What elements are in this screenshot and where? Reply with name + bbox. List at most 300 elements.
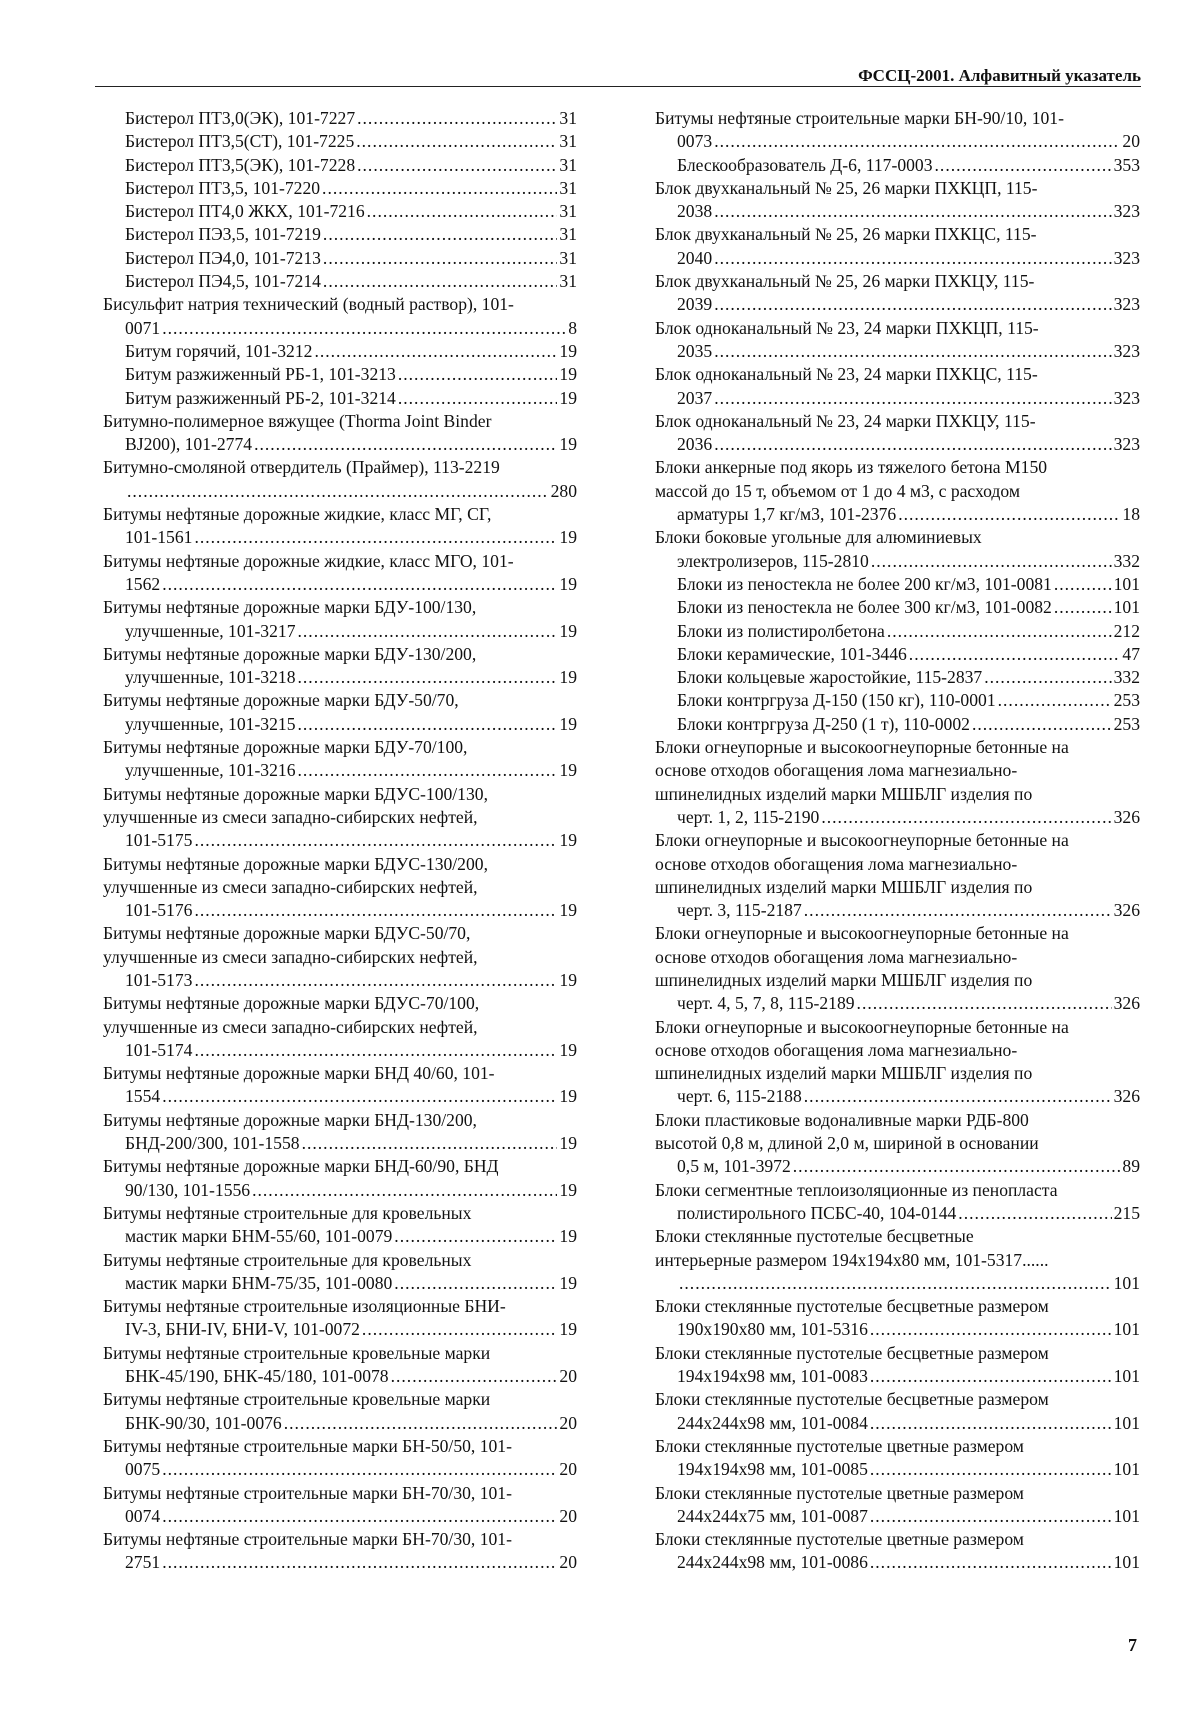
index-entry	[103, 736, 577, 783]
index-page-ref: 323	[1113, 201, 1140, 222]
index-entry-line	[677, 1272, 1140, 1295]
dot-leader	[804, 899, 1112, 922]
index-entry-text: улучшенные из смеси западно-сибирских нефтей,	[103, 876, 478, 897]
index-entry	[655, 456, 1140, 526]
dot-leader	[284, 1412, 558, 1435]
index-entry-text: основе отходов обогащения лома магнезиально-	[655, 760, 1018, 781]
index-page-ref: 31	[559, 108, 577, 128]
index-entry	[103, 200, 577, 223]
index-entry	[655, 1179, 1140, 1226]
index-entry-text: Блескообразователь Д-6, 117-0003	[677, 154, 933, 175]
index-entry-line	[677, 596, 1140, 619]
index-entry-line	[125, 1458, 577, 1481]
index-entry-line	[125, 177, 577, 200]
index-entry-text: 1562	[125, 573, 161, 594]
index-page-ref: 101	[1113, 1505, 1140, 1526]
index-entry-line	[677, 340, 1140, 363]
dot-leader	[398, 387, 558, 410]
dot-leader	[679, 1272, 1112, 1295]
index-entry	[655, 1342, 1140, 1389]
index-entry-line	[677, 992, 1140, 1015]
dot-leader	[714, 247, 1111, 270]
index-entry-text: Битумы нефтяные строительные марки БН-50/50, 101-	[103, 1435, 512, 1456]
page-header	[95, 60, 1141, 87]
index-page-ref: 101	[1113, 1319, 1140, 1340]
index-entry-line	[125, 829, 577, 852]
index-entry-line	[125, 899, 577, 922]
index-entry-line	[677, 130, 1140, 153]
index-entry-text: 244x244x75 мм, 101-0087	[677, 1505, 868, 1526]
dot-leader	[127, 480, 549, 503]
index-page-ref: 31	[559, 177, 577, 198]
index-entry	[655, 1225, 1140, 1295]
index-page-ref: 31	[559, 271, 577, 292]
index-entry-text: Бисульфит натрия технический (водный раствор), 101-	[103, 294, 514, 315]
index-entry-text: Блоки огнеупорные и высокоогнеупорные бетонные на	[655, 1016, 1069, 1037]
index-entry-text: 2040	[677, 247, 713, 268]
index-page-ref: 47	[1122, 643, 1140, 664]
index-entry-text: 244x244x98 мм, 101-0084	[677, 1412, 868, 1433]
index-page-ref: 19	[559, 1179, 577, 1200]
index-entry-text: шпинелидных изделий марки МШБЛГ изделия по	[655, 969, 1033, 990]
index-entry-text: Битумы нефтяные дорожные марки БДУ-130/200,	[103, 643, 477, 664]
index-entry-text: улучшенные, 101-3218	[125, 667, 296, 688]
index-entry-text: Бистерол ПТ3,5, 101-7220	[125, 177, 321, 198]
index-entry-line	[125, 1318, 577, 1341]
index-entry-line	[677, 1202, 1140, 1225]
dot-leader	[821, 806, 1111, 829]
index-page-ref: 19	[559, 1319, 577, 1340]
index-page-ref: 332	[1113, 550, 1140, 571]
index-entry-line	[125, 270, 577, 293]
index-entry-text: Блоки из полистиролбетона	[677, 620, 885, 641]
dot-leader	[162, 1085, 557, 1108]
dot-leader	[391, 1365, 558, 1388]
index-entry	[103, 270, 577, 293]
index-page-ref: 253	[1113, 690, 1140, 711]
dot-leader	[356, 130, 557, 153]
index-entry-line	[125, 573, 577, 596]
index-entry	[103, 1109, 577, 1156]
index-entry	[103, 1295, 577, 1342]
index-entry	[655, 596, 1140, 619]
dot-leader	[314, 340, 557, 363]
index-entry	[103, 1062, 577, 1109]
index-entry	[103, 783, 577, 853]
index-entry-text: полистирольного ПСБС-40, 104-0144	[677, 1202, 957, 1223]
index-entry-text: Битумы нефтяные строительные изоляционные БНИ-	[103, 1296, 506, 1317]
index-page-ref: 19	[559, 830, 577, 851]
index-entry-text: Блоки стеклянные пустотелые бесцветные размером	[655, 1389, 1049, 1410]
index-entry-line	[125, 1085, 577, 1108]
dot-leader	[357, 107, 557, 130]
index-entry-line	[125, 363, 577, 386]
index-entry	[655, 107, 1140, 154]
index-entry-text: арматуры 1,7 кг/м3, 101-2376	[677, 504, 897, 525]
dot-leader	[1054, 596, 1112, 619]
index-page-ref: 326	[1113, 900, 1140, 921]
index-entry-text: шпинелидных изделий марки МШБЛГ изделия по	[655, 876, 1033, 897]
index-entry	[103, 1155, 577, 1202]
index-entry-line	[125, 200, 577, 223]
index-entry-text: 194x194x98 мм, 101-0083	[677, 1366, 868, 1387]
index-page-ref: 323	[1113, 247, 1140, 268]
index-entry-text: 101-1561	[125, 527, 193, 548]
index-page-ref: 19	[559, 900, 577, 921]
index-entry-text: черт. 4, 5, 7, 8, 115-2189	[677, 993, 855, 1014]
index-entry-text: Блоки из пеностекла не более 200 кг/м3, 101-0081	[677, 573, 1052, 594]
index-page-ref: 31	[559, 131, 577, 152]
index-entry	[103, 1482, 577, 1529]
index-page-ref: 19	[559, 667, 577, 688]
index-page-ref: 31	[559, 224, 577, 245]
index-entry	[655, 317, 1140, 364]
index-page-ref: 20	[1122, 131, 1140, 152]
index-page-ref: 20	[559, 1412, 577, 1433]
index-entry	[655, 1435, 1140, 1482]
dot-leader	[958, 1202, 1111, 1225]
dot-leader	[857, 992, 1112, 1015]
index-entry-text: Битумы нефтяные дорожные марки БНД 40/60, 101-	[103, 1063, 495, 1084]
dot-leader	[714, 433, 1111, 456]
index-entry-text: Битумы нефтяные строительные кровельные марки	[103, 1389, 491, 1410]
index-entry-line	[677, 387, 1140, 410]
index-page-ref: 18	[1122, 504, 1140, 525]
index-entry-text: Битумы нефтяные строительные марки БН-70/30, 101-	[103, 1529, 512, 1550]
index-entry-text: Блок одноканальный № 23, 24 марки ПХКЦП, 115-	[655, 317, 1039, 338]
index-entry-text: 0075	[125, 1459, 161, 1480]
dot-leader	[935, 154, 1112, 177]
index-entry-line	[125, 340, 577, 363]
index-page-ref: 19	[559, 527, 577, 548]
index-entry-text: Блоки стеклянные пустотелые цветные размером	[655, 1482, 1024, 1503]
index-entry	[103, 456, 577, 503]
index-entry-text: БНК-45/190, БНК-45/180, 101-0078	[125, 1366, 389, 1387]
index-page-ref: 101	[1113, 1366, 1140, 1387]
index-entry-text: 2035	[677, 340, 713, 361]
dot-leader	[162, 1458, 557, 1481]
index-entry-line	[677, 1318, 1140, 1341]
dot-leader	[298, 666, 558, 689]
index-entry	[103, 154, 577, 177]
index-entry-line	[677, 293, 1140, 316]
index-entry	[655, 223, 1140, 270]
index-entry-text: Битумы нефтяные дорожные марки БДУС-70/100,	[103, 993, 480, 1014]
index-page-ref: 19	[559, 340, 577, 361]
index-page-ref: 323	[1113, 294, 1140, 315]
index-entry-text: БНД-200/300, 101-1558	[125, 1133, 300, 1154]
index-entry-text: Блок двухканальный № 25, 26 марки ПХКЦП, 115-	[655, 177, 1038, 198]
index-entry-text: Битумы нефтяные дорожные марки БДУ-50/70,	[103, 690, 459, 711]
index-entry-line	[677, 1085, 1140, 1108]
index-entry	[103, 596, 577, 643]
index-column-right	[655, 107, 1140, 1575]
index-entry-line	[125, 1272, 577, 1295]
index-entry-line	[677, 1505, 1140, 1528]
index-entry-text: улучшенные, 101-3217	[125, 620, 296, 641]
index-page-ref: 19	[559, 620, 577, 641]
index-entry-line	[677, 899, 1140, 922]
index-entry-text: 101-5173	[125, 969, 193, 990]
dot-leader	[909, 643, 1121, 666]
index-page-ref: 20	[559, 1366, 577, 1387]
dot-leader	[252, 1179, 557, 1202]
index-entry	[103, 853, 577, 923]
index-page-ref: 101	[1113, 1459, 1140, 1480]
index-page-ref: 19	[559, 713, 577, 734]
index-page-ref: 20	[559, 1552, 577, 1573]
index-entry-line	[677, 550, 1140, 573]
index-entry	[103, 410, 577, 457]
index-entry-text: Битумы нефтяные дорожные жидкие, класс МГ, СГ,	[103, 504, 492, 525]
dot-leader	[870, 1412, 1112, 1435]
index-entry-text: Блоки сегментные теплоизоляционные из пенопласта	[655, 1179, 1058, 1200]
index-entry	[103, 1388, 577, 1435]
index-entry	[103, 293, 577, 340]
index-entry	[103, 247, 577, 270]
index-page-ref: 280	[550, 480, 577, 501]
dot-leader	[804, 1085, 1112, 1108]
index-entry-text: Бистерол ПТ4,0 ЖКХ, 101-7216	[125, 201, 365, 222]
dot-leader	[162, 1505, 557, 1528]
dot-leader	[972, 713, 1112, 736]
index-entry-text: высотой 0,8 м, длиной 2,0 м, шириной в основании	[655, 1133, 1039, 1154]
index-entry-line	[677, 573, 1140, 596]
index-page-ref: 19	[559, 1133, 577, 1154]
index-page-ref: 323	[1113, 387, 1140, 408]
index-entry-text: черт. 3, 115-2187	[677, 900, 802, 921]
index-entry-line	[125, 969, 577, 992]
index-entry-text: Бистерол ПЭ3,5, 101-7219	[125, 224, 321, 245]
index-entry-text: 0,5 м, 101-3972	[677, 1156, 791, 1177]
dot-leader	[162, 317, 566, 340]
index-entry-text: Битумы нефтяные дорожные марки БДУС-130/200,	[103, 853, 488, 874]
index-entry-text: 0073	[677, 131, 713, 152]
index-page-ref: 8	[568, 317, 577, 338]
index-entry	[103, 387, 577, 410]
index-entry	[103, 177, 577, 200]
index-entry-line	[677, 666, 1140, 689]
index-entry-text: Блоки боковые угольные для алюминиевых	[655, 527, 982, 548]
index-entry-text: Битумы нефтяные дорожные марки БНД-130/200,	[103, 1109, 477, 1130]
index-entry-line	[125, 154, 577, 177]
page-number: 7	[1128, 1635, 1137, 1655]
index-entry-line	[677, 1412, 1140, 1435]
index-entry-text: улучшенные из смеси западно-сибирских нефтей,	[103, 806, 478, 827]
dot-leader	[398, 363, 558, 386]
index-page-ref: 212	[1113, 620, 1140, 641]
index-entry-line	[677, 1551, 1140, 1574]
index-entry	[103, 1342, 577, 1389]
index-entry-text: Блоки стеклянные пустотелые бесцветные	[655, 1226, 974, 1247]
index-entry	[655, 922, 1140, 1015]
index-entry-text: Битумы нефтяные строительные кровельные марки	[103, 1342, 491, 1363]
index-page-ref: 253	[1113, 713, 1140, 734]
index-entry-line	[125, 247, 577, 270]
index-page-ref: 215	[1113, 1202, 1140, 1223]
index-entry	[103, 503, 577, 550]
index-entry-line	[125, 526, 577, 549]
index-entry-text: массой до 15 т, объемом от 1 до 4 м3, с расходом	[655, 480, 1020, 501]
index-entry-text: Битумы нефтяные строительные для кровельных	[103, 1202, 472, 1223]
index-page-ref: 323	[1113, 434, 1140, 455]
dot-leader	[367, 200, 558, 223]
index-entry-line	[677, 247, 1140, 270]
index-entry-line	[125, 1505, 577, 1528]
dot-leader	[394, 1272, 557, 1295]
index-page-ref: 20	[559, 1459, 577, 1480]
index-entry	[103, 107, 577, 130]
index-entry-line	[125, 1179, 577, 1202]
dot-leader	[362, 1318, 557, 1341]
dot-leader	[162, 1551, 557, 1574]
index-entry-text: 2039	[677, 294, 713, 315]
dot-leader	[194, 526, 557, 549]
index-entry-line	[125, 1551, 577, 1574]
index-column-left	[103, 107, 577, 1575]
index-entry-text: Блоки анкерные под якорь из тяжелого бетона М150	[655, 457, 1048, 478]
index-entry-line	[677, 620, 1140, 643]
index-page-ref: 101	[1113, 573, 1140, 594]
index-entry-text: Блоки контргруза Д-250 (1 т), 110-0002	[677, 713, 970, 734]
index-entry-text: Битумы нефтяные строительные марки БН-90/10, 101-	[655, 108, 1064, 128]
dot-leader	[870, 1551, 1112, 1574]
index-entry-text: Блок одноканальный № 23, 24 марки ПХКЦС, 115-	[655, 364, 1038, 385]
index-entry-text: 194x194x98 мм, 101-0085	[677, 1459, 868, 1480]
index-entry	[103, 1249, 577, 1296]
index-entry	[655, 1016, 1140, 1109]
index-entry	[655, 363, 1140, 410]
index-entry-line	[677, 1458, 1140, 1481]
index-entry	[655, 643, 1140, 666]
index-entry-text: улучшенные из смеси западно-сибирских нефтей,	[103, 946, 478, 967]
dot-leader	[714, 387, 1111, 410]
index-page-ref: 19	[559, 387, 577, 408]
index-entry	[103, 643, 577, 690]
index-entry-text: черт. 1, 2, 115-2190	[677, 806, 820, 827]
dot-leader	[254, 433, 557, 456]
index-entry-text: основе отходов обогащения лома магнезиально-	[655, 1039, 1018, 1060]
index-entry-line	[125, 130, 577, 153]
index-page-ref: 31	[559, 154, 577, 175]
index-entry-text: Битум разжиженный РБ-2, 101-3214	[125, 387, 396, 408]
index-entry-text: 101-5174	[125, 1039, 193, 1060]
index-entry-text: Битум разжиженный РБ-1, 101-3213	[125, 364, 396, 385]
index-page-ref: 31	[559, 247, 577, 268]
index-entry	[103, 1202, 577, 1249]
index-entry-line	[677, 689, 1140, 712]
index-page-ref: 323	[1113, 340, 1140, 361]
index-entry-text: Блоки огнеупорные и высокоогнеупорные бетонные на	[655, 830, 1069, 851]
index-entry-line	[125, 620, 577, 643]
dot-leader	[322, 177, 557, 200]
index-entry-text: 244x244x98 мм, 101-0086	[677, 1552, 868, 1573]
index-entry	[655, 666, 1140, 689]
index-entry-text: основе отходов обогащения лома магнезиально-	[655, 946, 1018, 967]
dot-leader	[870, 1365, 1112, 1388]
index-entry-text: Блоки пластиковые водоналивные марки РДБ-800	[655, 1109, 1029, 1130]
index-entry-line	[125, 1412, 577, 1435]
index-entry-line	[125, 1132, 577, 1155]
index-entry-line	[125, 387, 577, 410]
dot-leader	[714, 293, 1111, 316]
index-entry-text: улучшенные, 101-3216	[125, 760, 296, 781]
index-entry-line	[677, 643, 1140, 666]
index-entry	[103, 992, 577, 1062]
header-title: ФССЦ-2001. Алфавитный указатель	[858, 66, 1141, 85]
index-page-ref: 19	[559, 1272, 577, 1293]
dot-leader	[984, 666, 1111, 689]
index-entry-text: 190x190x80 мм, 101-5316	[677, 1319, 868, 1340]
dot-leader	[898, 503, 1120, 526]
index-entry-line	[677, 713, 1140, 736]
index-entry-text: Блоки стеклянные пустотелые цветные размером	[655, 1529, 1024, 1550]
index-entry-line	[677, 433, 1140, 456]
index-page-ref: 19	[559, 1226, 577, 1247]
index-entry-text: Битумы нефтяные дорожные жидкие, класс МГО, 101-	[103, 550, 514, 571]
index-entry-line	[125, 433, 577, 456]
index-entry	[655, 270, 1140, 317]
dot-leader	[887, 620, 1112, 643]
index-entry-line	[125, 759, 577, 782]
index-entry-text: 101-5176	[125, 900, 193, 921]
index-entry-text: интерьерные размером 194x194x80 мм, 101-5317......	[655, 1249, 1049, 1270]
index-entry-text: основе отходов обогащения лома магнезиально-	[655, 853, 1018, 874]
index-entry	[655, 573, 1140, 596]
index-entry-text: 2037	[677, 387, 713, 408]
dot-leader	[194, 1039, 557, 1062]
dot-leader	[793, 1155, 1121, 1178]
index-entry-text: Блоки керамические, 101-3446	[677, 643, 907, 664]
index-entry	[655, 526, 1140, 573]
index-entry-line	[125, 223, 577, 246]
dot-leader	[998, 689, 1112, 712]
index-entry-line	[125, 317, 577, 340]
index-entry-text: Битумно-полимерное вяжущее (Thorma Joint Binder	[103, 410, 492, 431]
index-entry-text: Бистерол ПТ3,5(ЭК), 101-7228	[125, 154, 356, 175]
dot-leader	[302, 1132, 558, 1155]
dot-leader	[714, 200, 1111, 223]
index-entry-line	[125, 1365, 577, 1388]
index-entry-text: Блоки огнеупорные и высокоогнеупорные бетонные на	[655, 737, 1069, 758]
index-entry-text: электролизеров, 115-2810	[677, 550, 869, 571]
index-entry-text: 0071	[125, 317, 161, 338]
index-entry-text: Битумы нефтяные дорожные марки БНД-60/90, БНД	[103, 1156, 499, 1177]
index-entry-text: Битумы нефтяные строительные марки БН-70/30, 101-	[103, 1482, 512, 1503]
index-entry-text: 90/130, 101-1556	[125, 1179, 251, 1200]
index-page-ref: 353	[1113, 154, 1140, 175]
dot-leader	[323, 247, 557, 270]
dot-leader	[323, 223, 557, 246]
index-entry	[655, 736, 1140, 829]
dot-leader	[870, 1458, 1112, 1481]
index-entry	[655, 1528, 1140, 1575]
dot-leader	[162, 573, 557, 596]
index-page-ref: 326	[1113, 806, 1140, 827]
index-entry	[103, 130, 577, 153]
dot-leader	[714, 340, 1111, 363]
index-entry-text: Битумы нефтяные строительные для кровельных	[103, 1249, 472, 1270]
index-page-ref: 101	[1113, 1272, 1140, 1293]
dot-leader	[1054, 573, 1112, 596]
index-entry	[103, 223, 577, 246]
index-page-ref: 19	[559, 1086, 577, 1107]
index-entry	[655, 1295, 1140, 1342]
index-entry-text: Битумы нефтяные дорожные марки БДУС-100/130,	[103, 783, 488, 804]
index-entry-text: 1554	[125, 1086, 161, 1107]
dot-leader	[870, 1505, 1112, 1528]
index-entry-text: Блоки стеклянные пустотелые цветные размером	[655, 1435, 1024, 1456]
